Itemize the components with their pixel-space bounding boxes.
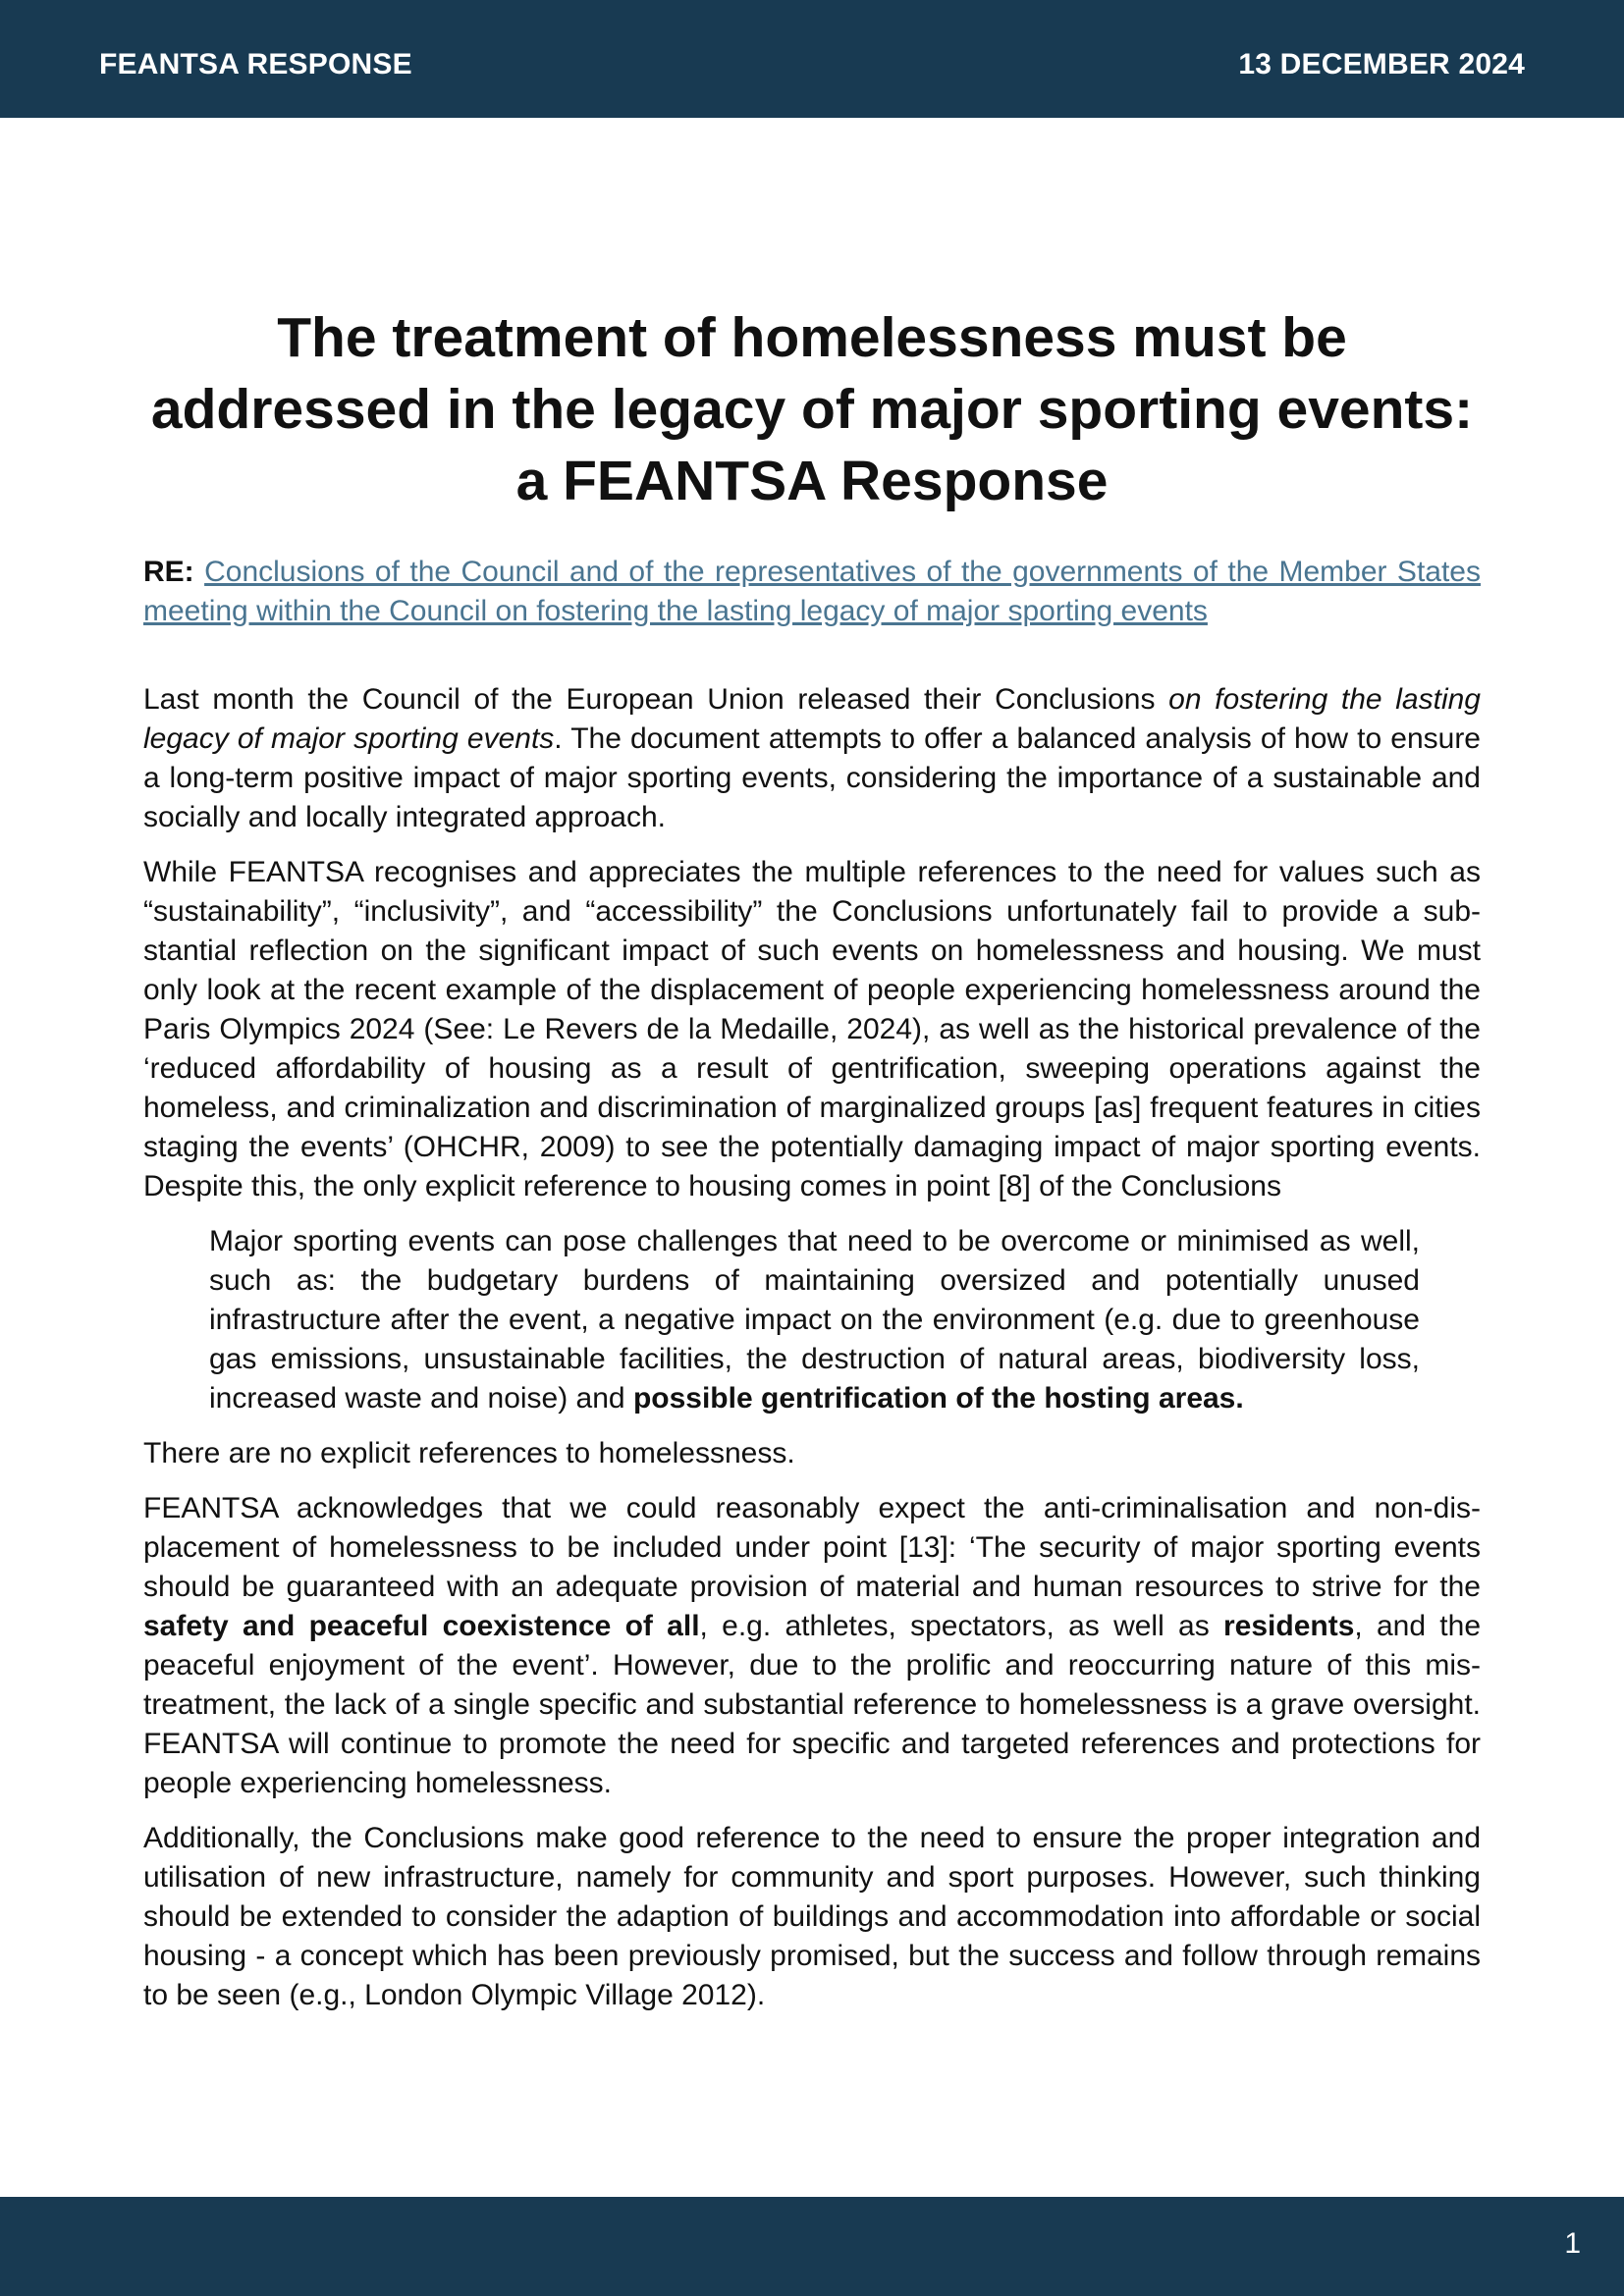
paragraph-3: There are no explicit references to homelessness. — [143, 1437, 795, 1469]
header-date: 13 DECEMBER 2024 — [1238, 48, 1525, 80]
page-number: 1 — [1564, 2227, 1581, 2260]
paragraph-5: Additionally, the Conclusions make good reference to the need to ensure the proper integration and utilisation of new infrastructure, namely for community and sport purposes. However, such thinking should be extended to consider the adaption of buildings and accommodation into affordable or social housing - a concept which has been previously promised, but the success and follow through remains to be seen (e.g., London Olympic Village 2012). — [143, 1822, 1481, 2011]
header-bar — [0, 0, 1624, 118]
re-reference — [143, 553, 1481, 631]
document-body — [143, 302, 1481, 2015]
quote-text: Major sporting events can pose challenges that need to be overcome or minimised as well, such as: the budgetary burdens of maintaining oversized and potentially unused infrastructure after the event, a negative impact on the environment (e.g. due to greenhouse gas emissions, unsustainable facilities, the destruction of natural areas, biodiversity loss, increased waste and noise) and — [209, 1225, 1420, 1415]
re-label: RE: — [143, 556, 194, 588]
council-conclusions-link[interactable]: Conclusions of the Council and of the representatives of the governments of the Member States meeting within the Council on fostering the lasting legacy of major sporting events — [143, 556, 1481, 627]
paragraph-4-bold-1: safety and peaceful coexistence of all — [143, 1610, 700, 1642]
quote-bold: possible gentrification of the hosting areas. — [632, 1382, 1244, 1415]
footer-bar — [0, 2197, 1624, 2296]
paragraph-4-text-c: , and the peaceful enjoyment of the event’. However, due to the prolific and reoccurring nature of this mistreatment, the lack of a single specific and substantial reference to homelessness is a grave oversight. FEANTSA will continue to promote the need for specific and targeted references and protections for people experiencing homelessness. — [143, 1610, 1481, 1799]
paragraph-4-text-b: , e.g. athletes, spectators, as well as — [699, 1610, 1223, 1642]
paragraph-2: While FEANTSA recognises and appreciates the multiple references to the need for values such as “sustainability”, “inclusivity”, and “accessibility” the Conclusions unfortunately fail to provide a substantial reflection on the significant impact of such events on homelessness and housing. We must only look at the recent example of the displacement of people experiencing homelessness around the Paris Olympics 2024 (See: Le Revers de la Medaille, 2024), as well as the historical prevalence of the ‘reduced affordability of housing as a result of gentrification, sweeping operations against the homeless, and criminalization and discrimination of marginalized groups [as] frequent features in cities staging the events’ (OHCHR, 2009) to see the potentially damaging impact of major sporting events. Despite this, the only explicit reference to housing comes in point [8] of the Conclusions — [143, 856, 1481, 1202]
header-label: FEANTSA RESPONSE — [99, 48, 412, 80]
paragraph-4-bold-2: residents — [1222, 1610, 1355, 1642]
paragraph-1-italic: on fostering the lasting legacy of major sporting events — [143, 683, 1481, 755]
document-title: The treatment of homelessness must be addressed in the legacy of major sporting events: a FEANTSA Response — [150, 306, 1474, 512]
paragraph-1 — [143, 680, 1481, 837]
paragraph-4-text-a: FEANTSA acknowledges that we could reasonably expect the anti-criminalisation and non-displacement of homelessness to be included under point [13]: ‘The security of major sporting events should be guaranteed with an adequate provision of material and human resources to strive for the — [143, 1492, 1481, 1603]
paragraph-1-text-c: . The document attempts to offer a balanced analysis of how to ensure a long-term positive impact of major sporting events, considering the importance of a sustainable and socially and locally integrated approach. — [143, 722, 1481, 833]
paragraph-4 — [143, 1489, 1481, 1803]
paragraph-1-text-a: Last month the Council of the European Union released their Conclusions — [143, 683, 1169, 716]
block-quote — [209, 1222, 1420, 1418]
